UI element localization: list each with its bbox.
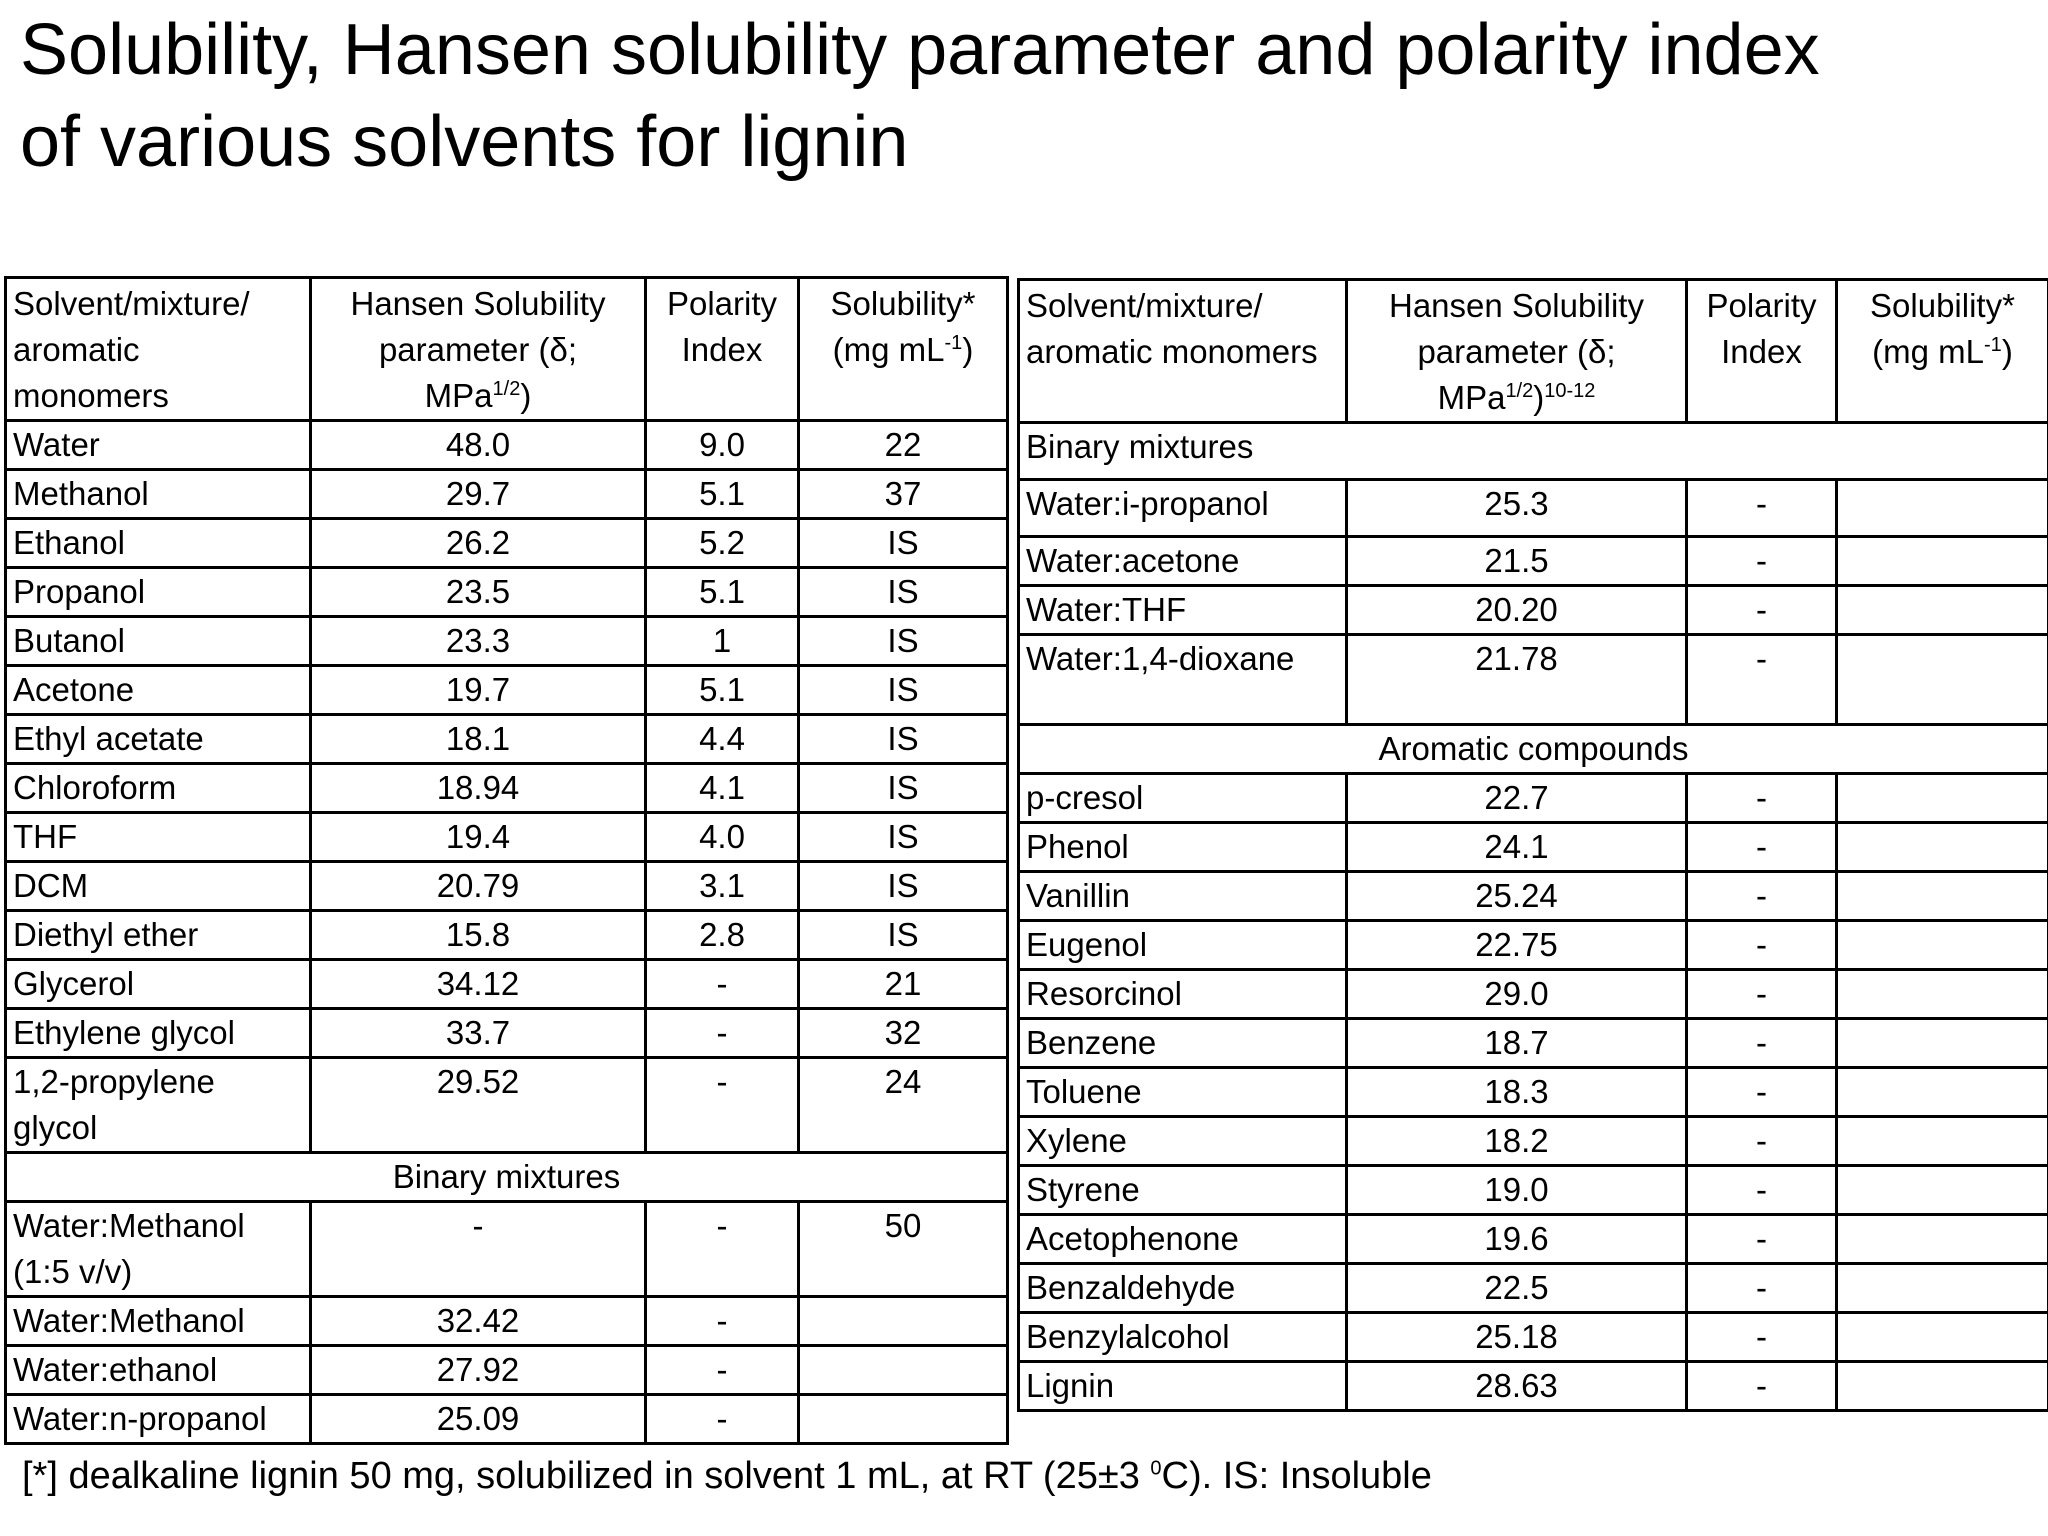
cell-solubility (1837, 1117, 2048, 1166)
table-row (1019, 480, 2048, 537)
cell-solvent: Benzaldehyde (1019, 1264, 1347, 1313)
cell-hansen: 18.2 (1347, 1117, 1687, 1166)
table-row (1019, 921, 2048, 970)
cell-solvent: Xylene (1019, 1117, 1347, 1166)
table-row (6, 1297, 1008, 1346)
cell-hansen: 23.3 (311, 617, 646, 666)
cell-solubility (1837, 872, 2048, 921)
table-row (1019, 1313, 2048, 1362)
cell-hansen: 32.42 (311, 1297, 646, 1346)
cell-solvent: Glycerol (6, 960, 311, 1009)
cell-polarity: - (1687, 1068, 1837, 1117)
cell-hansen: 15.8 (311, 911, 646, 960)
table-row (1019, 823, 2048, 872)
cell-polarity: - (1687, 823, 1837, 872)
table-row (1019, 872, 2048, 921)
table-row (6, 1009, 1008, 1058)
cell-solvent: Methanol (6, 470, 311, 519)
table-row (1019, 1166, 2048, 1215)
cell-polarity: - (1687, 1362, 1837, 1411)
cell-polarity: 9.0 (646, 421, 799, 470)
cell-solvent: Ethanol (6, 519, 311, 568)
cell-polarity: 2.8 (646, 911, 799, 960)
table-row (1019, 1019, 2048, 1068)
cell-hansen: 26.2 (311, 519, 646, 568)
cell-hansen: 22.5 (1347, 1264, 1687, 1313)
cell-solvent: Toluene (1019, 1068, 1347, 1117)
cell-hansen: 19.6 (1347, 1215, 1687, 1264)
cell-solubility (1837, 480, 2048, 537)
cell-solubility (1837, 635, 2048, 725)
cell-solubility (1837, 1068, 2048, 1117)
cell-polarity: 5.2 (646, 519, 799, 568)
cell-hansen: 25.18 (1347, 1313, 1687, 1362)
cell-hansen: 27.92 (311, 1346, 646, 1395)
header-polarity: Polarity Index (646, 278, 799, 421)
table-row (1019, 1117, 2048, 1166)
cell-solubility: IS (799, 862, 1008, 911)
cell-polarity: 5.1 (646, 666, 799, 715)
right-header-row (1019, 280, 2048, 423)
cell-solvent: Water:n-propanol (6, 1395, 311, 1444)
left-header-row (6, 278, 1008, 421)
cell-solubility (1837, 823, 2048, 872)
cell-solvent: Ethyl acetate (6, 715, 311, 764)
footnote: [*] dealkaline lignin 50 mg, solubilized in solvent 1 mL, at RT (25±3 $^0$C). IS: Insoluble (22, 1455, 1432, 1497)
cell-solubility (1837, 774, 2048, 823)
header-solubility: Solubility* (mg $mL^{-1}$) (1837, 280, 2048, 423)
cell-polarity: 5.1 (646, 470, 799, 519)
cell-hansen: 18.1 (311, 715, 646, 764)
table-row (1019, 586, 2048, 635)
table-row (6, 960, 1008, 1009)
title-line-1: Solubility, Hansen solubility parameter and polarity index (20, 10, 1820, 90)
table-row (1019, 1215, 2048, 1264)
table-row (6, 421, 1008, 470)
cell-solvent: Phenol (1019, 823, 1347, 872)
cell-polarity: - (1687, 1264, 1837, 1313)
cell-solvent: Water:ethanol (6, 1346, 311, 1395)
cell-solvent: Water:Methanol (6, 1297, 311, 1346)
cell-polarity: - (1687, 921, 1837, 970)
cell-hansen: 28.63 (1347, 1362, 1687, 1411)
cell-polarity: - (1687, 774, 1837, 823)
table-row (6, 911, 1008, 960)
cell-polarity: - (1687, 635, 1837, 725)
cell-solvent: Acetophenone (1019, 1215, 1347, 1264)
cell-hansen: 23.5 (311, 568, 646, 617)
cell-polarity: - (1687, 480, 1837, 537)
cell-solubility (1837, 970, 2048, 1019)
cell-polarity: - (646, 1346, 799, 1395)
cell-solubility: IS (799, 911, 1008, 960)
section-row-aromatic-compounds: Aromatic compounds (1019, 725, 2048, 774)
cell-solvent: p-cresol (1019, 774, 1347, 823)
cell-polarity: - (1687, 537, 1837, 586)
cell-solubility (799, 1346, 1008, 1395)
cell-hansen: 25.3 (1347, 480, 1687, 537)
cell-hansen: 19.7 (311, 666, 646, 715)
page-title (20, 4, 2030, 188)
table-row (6, 715, 1008, 764)
table-row (6, 1346, 1008, 1395)
table-row (1019, 774, 2048, 823)
cell-solvent: Water:1,4-dioxane (1019, 635, 1347, 725)
cell-solvent: Styrene (1019, 1166, 1347, 1215)
cell-solvent: Propanol (6, 568, 311, 617)
cell-solubility: 37 (799, 470, 1008, 519)
cell-solvent: Water:THF (1019, 586, 1347, 635)
cell-hansen: 21.5 (1347, 537, 1687, 586)
cell-solvent: Ethylene glycol (6, 1009, 311, 1058)
cell-hansen: 29.0 (1347, 970, 1687, 1019)
header-hansen: Hansen Solubility parameter (δ; MPa$^{1/2}$)$^{10-12}$ (1347, 280, 1687, 423)
cell-solvent: Eugenol (1019, 921, 1347, 970)
cell-polarity: - (1687, 1166, 1837, 1215)
table-row (6, 568, 1008, 617)
cell-hansen: 48.0 (311, 421, 646, 470)
cell-polarity: 3.1 (646, 862, 799, 911)
cell-hansen: 19.4 (311, 813, 646, 862)
cell-solubility: IS (799, 568, 1008, 617)
cell-polarity: 4.4 (646, 715, 799, 764)
cell-solvent: Resorcinol (1019, 970, 1347, 1019)
cell-solubility: IS (799, 666, 1008, 715)
cell-polarity: - (646, 960, 799, 1009)
cell-solubility (799, 1297, 1008, 1346)
header-solvent: Solvent/mixture/ aromatic monomers (6, 278, 311, 421)
cell-solvent: Acetone (6, 666, 311, 715)
cell-hansen: 29.7 (311, 470, 646, 519)
cell-polarity: - (646, 1297, 799, 1346)
table-row (6, 764, 1008, 813)
cell-solubility (1837, 586, 2048, 635)
cell-hansen: 22.7 (1347, 774, 1687, 823)
cell-hansen: 21.78 (1347, 635, 1687, 725)
table-row (6, 813, 1008, 862)
table-row (6, 470, 1008, 519)
cell-solubility (1837, 921, 2048, 970)
cell-solubility: 21 (799, 960, 1008, 1009)
cell-hansen: 22.75 (1347, 921, 1687, 970)
cell-hansen: 18.3 (1347, 1068, 1687, 1117)
cell-solvent: Benzene (1019, 1019, 1347, 1068)
cell-solubility: 22 (799, 421, 1008, 470)
cell-polarity: - (1687, 1019, 1837, 1068)
cell-solubility (1837, 1362, 2048, 1411)
cell-solvent: Lignin (1019, 1362, 1347, 1411)
cell-polarity: - (1687, 586, 1837, 635)
table-row (1019, 1068, 2048, 1117)
cell-hansen: 19.0 (1347, 1166, 1687, 1215)
cell-solvent: Butanol (6, 617, 311, 666)
cell-polarity: 5.1 (646, 568, 799, 617)
left-solvent-table (4, 276, 1009, 1445)
cell-solvent: Water (6, 421, 311, 470)
cell-polarity: - (646, 1395, 799, 1444)
table-row (1019, 970, 2048, 1019)
cell-polarity: - (1687, 970, 1837, 1019)
cell-solvent: Water:acetone (1019, 537, 1347, 586)
cell-hansen: 25.09 (311, 1395, 646, 1444)
cell-solubility (1837, 1166, 2048, 1215)
cell-hansen: 20.20 (1347, 586, 1687, 635)
cell-solubility (1837, 1215, 2048, 1264)
cell-polarity: 4.0 (646, 813, 799, 862)
table-row (6, 617, 1008, 666)
cell-polarity: - (1687, 1215, 1837, 1264)
right-solvent-table (1017, 278, 2048, 1412)
table-row (1019, 1264, 2048, 1313)
header-solvent: Solvent/mixture/ aromatic monomers (1019, 280, 1347, 423)
table-row: Water:Methanol (1:5 v/v) - - 50 (6, 1202, 1008, 1297)
cell-hansen: 20.79 (311, 862, 646, 911)
table-row (6, 519, 1008, 568)
cell-solvent: Vanillin (1019, 872, 1347, 921)
cell-solubility (1837, 1019, 2048, 1068)
cell-solubility: IS (799, 715, 1008, 764)
cell-solvent: DCM (6, 862, 311, 911)
table-row (1019, 635, 2048, 725)
cell-hansen: 33.7 (311, 1009, 646, 1058)
cell-hansen: 24.1 (1347, 823, 1687, 872)
cell-hansen: 25.24 (1347, 872, 1687, 921)
cell-solubility (1837, 1264, 2048, 1313)
cell-solubility (799, 1395, 1008, 1444)
header-hansen: Hansen Solubility parameter (δ; MPa$^{1/2}$) (311, 278, 646, 421)
table-row (6, 1395, 1008, 1444)
cell-solubility (1837, 537, 2048, 586)
table-row: 1,2-propylene glycol 29.52 - 24 (6, 1058, 1008, 1153)
cell-hansen: 18.7 (1347, 1019, 1687, 1068)
cell-solvent: Benzylalcohol (1019, 1313, 1347, 1362)
cell-solvent: Diethyl ether (6, 911, 311, 960)
table-row (1019, 1362, 2048, 1411)
cell-solubility: IS (799, 813, 1008, 862)
cell-solubility: IS (799, 617, 1008, 666)
header-solubility: Solubility* (mg $mL^{-1}$) (799, 278, 1008, 421)
cell-solubility: IS (799, 519, 1008, 568)
table-row (1019, 537, 2048, 586)
table-row (6, 666, 1008, 715)
cell-polarity: - (1687, 872, 1837, 921)
cell-hansen: 34.12 (311, 960, 646, 1009)
cell-hansen: 18.94 (311, 764, 646, 813)
cell-polarity: 1 (646, 617, 799, 666)
header-polarity: Polarity Index (1687, 280, 1837, 423)
cell-polarity: - (1687, 1313, 1837, 1362)
cell-solubility: 32 (799, 1009, 1008, 1058)
cell-solvent: Water:i-propanol (1019, 480, 1347, 537)
table-row (6, 862, 1008, 911)
cell-polarity: 4.1 (646, 764, 799, 813)
section-row-binary-mixtures: Binary mixtures (1019, 423, 2048, 480)
cell-solubility: IS (799, 764, 1008, 813)
cell-polarity: - (1687, 1117, 1837, 1166)
cell-polarity: - (646, 1009, 799, 1058)
title-line-2: of various solvents for lignin (20, 102, 909, 182)
section-row-binary-mixtures: Binary mixtures (6, 1153, 1008, 1202)
cell-solvent: THF (6, 813, 311, 862)
cell-solvent: Chloroform (6, 764, 311, 813)
cell-solubility (1837, 1313, 2048, 1362)
